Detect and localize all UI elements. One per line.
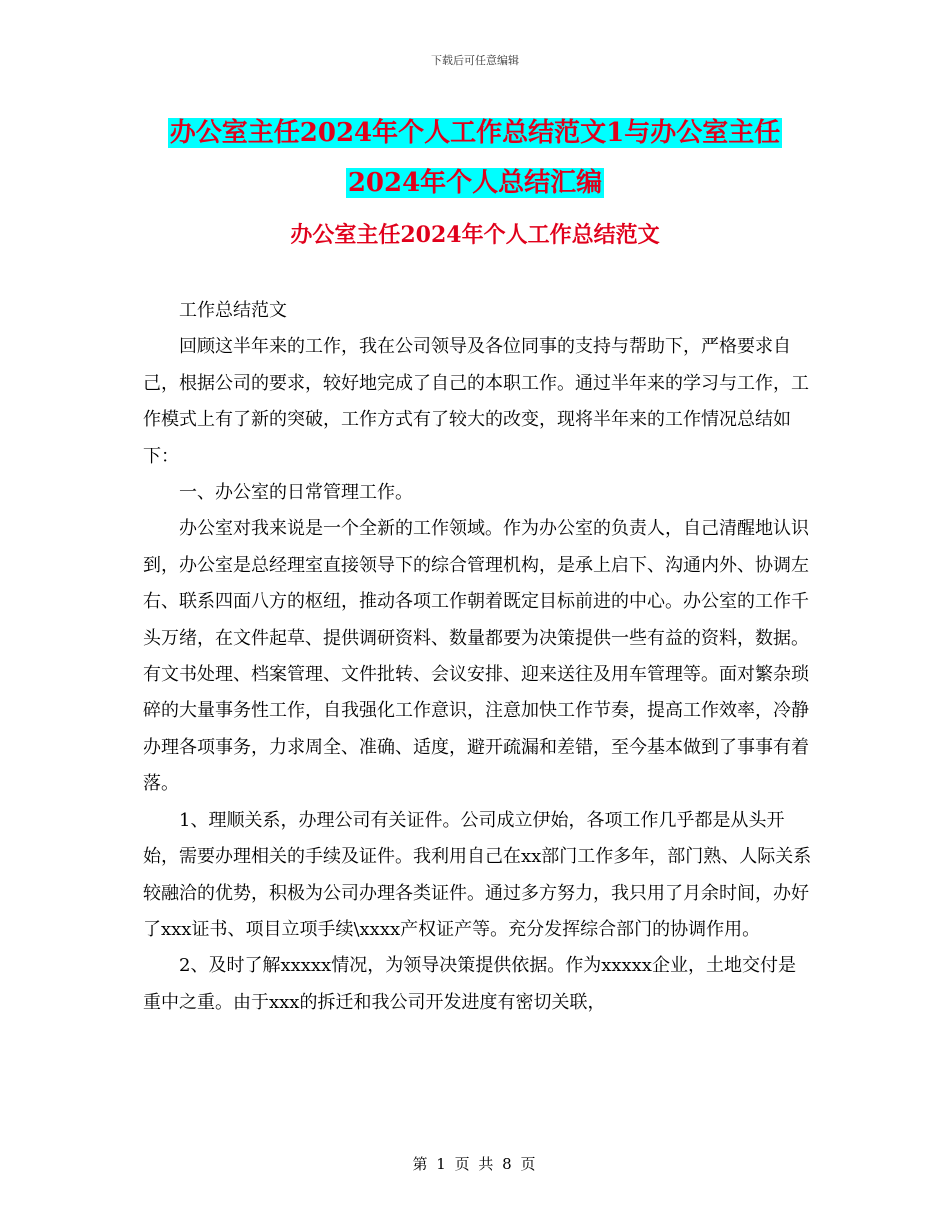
paragraph: 一、办公室的日常管理工作。 bbox=[179, 482, 413, 504]
document-title-line-1: 办公室主任2024年个人工作总结范文1与办公室主任 bbox=[169, 118, 781, 148]
page-footer: 第 1 页 共 8 页 bbox=[412, 1155, 538, 1173]
paragraph: 2、及时了解xxxxx情况，为领导决策提供依据。作为xxxxx企业，土地交付是重中之重。由于xxx的拆迁和我公司开发进度有密切关联， bbox=[143, 955, 796, 1013]
paragraph: 办公室对我来说是一个全新的工作领域。作为办公室的负责人，自己清醒地认识到，办公室是总经理室直接领导下的综合管理机构，是承上启下、沟通内外、协调左右、联系四面八方的枢纽，推动各项工作朝着既定目标前进的中心。办公室的工作千头万绪，在文件起草、提供调研资料、数量都要为决策提供一些有益的资料，数据。有文书处理、档案管理、文件批转、会议安排、迎来送往及用车管理等。面对繁杂琐碎的大量事务性工作，自我强化工作意识，注意加快工作节奏，提高工作效率，冷静办理各项事务，力求周全、准确、适度，避开疏漏和差错，至今基本做到了事事有着落。 bbox=[143, 518, 809, 795]
section-title: 办公室主任2024年个人工作总结范文 bbox=[290, 222, 660, 248]
paragraph: 1、理顺关系，办理公司有关证件。公司成立伊始，各项工作几乎都是从头开始，需要办理相关的手续及证件。我利用自己在xx部门工作多年，部门熟、人际关系较融洽的优势，积极为公司办理各类证件。通过多方努力，我只用了月余时间，办好了xxx证书、项目立项手续\xxxx产权证产等。充分发挥综合部门的协调作用。 bbox=[143, 809, 812, 940]
paragraph: 回顾这半年来的工作，我在公司领导及各位同事的支持与帮助下，严格要求自己，根据公司的要求，较好地完成了自己的本职工作。通过半年来的学习与工作，工作模式上有了新的突破，工作方式有了较大的改变，现将半年来的工作情况总结如下： bbox=[143, 336, 809, 467]
document-title bbox=[0, 108, 950, 208]
header-note: 下载后可任意编辑 bbox=[431, 54, 519, 67]
paragraph: 工作总结范文 bbox=[179, 300, 287, 321]
body-text bbox=[143, 293, 813, 1021]
document-title-line-2: 2024年个人总结汇编 bbox=[347, 168, 603, 198]
